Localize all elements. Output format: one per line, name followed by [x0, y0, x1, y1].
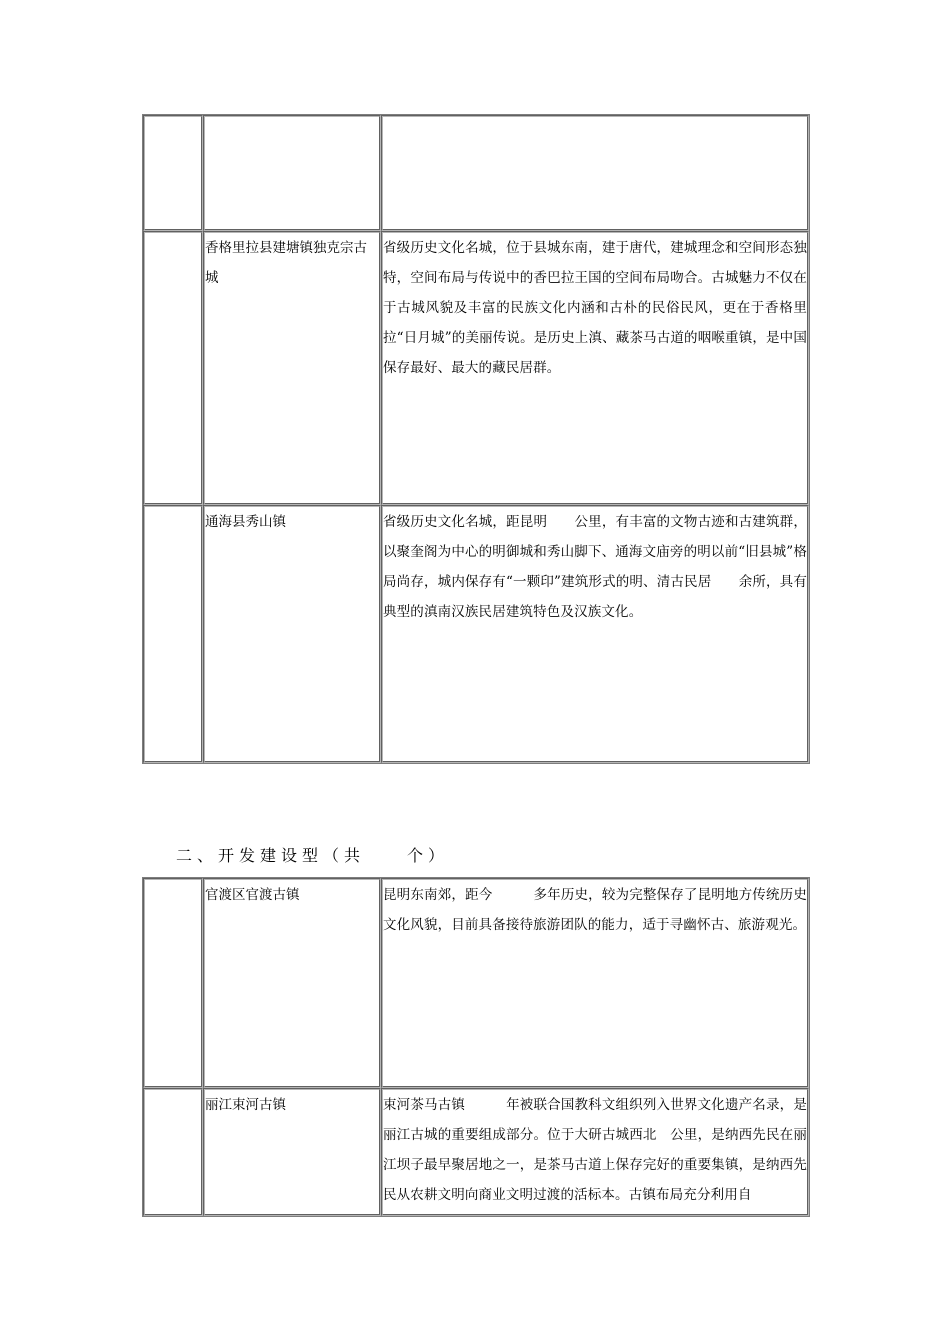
- description-cell: 省级历史文化名城，位于县城东南，建于唐代，建城理念和空间形态独特，空间布局与传说中的香巴拉王国的空间布局吻合。古城魅力不仅在于古城风貌及丰富的民族文化内涵和古朴的民俗民风，更在于香格里拉“日月城”的美丽传说。是历史上滇、藏茶马古道的咽喉重镇，是中国保存最好、最大的藏民居群。: [381, 231, 809, 505]
- section-heading: 二、开发建设型（共 个）: [176, 846, 450, 865]
- row-number-cell: [143, 1088, 203, 1216]
- table-row: [143, 878, 809, 1088]
- row-number-cell: [143, 231, 203, 505]
- name-cell: 香格里拉县建塘镇独克宗古城: [203, 231, 381, 505]
- name-cell: [203, 115, 381, 231]
- description-cell: 束河茶马古镇 年被联合国教科文组织列入世界文化遗产名录，是丽江古城的重要组成部分。位于大研古城西北 公里，是纳西先民在丽江坝子最早聚居地之一，是茶马古道上保存完好的重要集镇，是纳西先民从农耕文明向商业文明过渡的活标本。古镇布局充分利用自: [381, 1088, 809, 1216]
- row-number-cell: [143, 505, 203, 763]
- name-cell: 官渡区官渡古镇: [203, 878, 381, 1088]
- description-cell: 昆明东南郊，距今 多年历史，较为完整保存了昆明地方传统历史文化风貌，目前具备接待旅游团队的能力，适于寻幽怀古、旅游观光。: [381, 878, 809, 1088]
- table-row: [143, 231, 809, 505]
- row-number-cell: [143, 115, 203, 231]
- description-cell: [381, 115, 809, 231]
- description-cell: 省级历史文化名城，距昆明 公里，有丰富的文物古迹和古建筑群，以聚奎阁为中心的明御城和秀山脚下、通海文庙旁的明以前“旧县城”格局尚存，城内保存有“一颗印”建筑形式的明、清古民居 余所，具有典型的滇南汉族民居建筑特色及汉族文化。: [381, 505, 809, 763]
- table-1: [142, 114, 810, 764]
- name-cell: 通海县秀山镇: [203, 505, 381, 763]
- table-row: [143, 1088, 809, 1216]
- name-cell: 丽江束河古镇: [203, 1088, 381, 1216]
- table-row: [143, 505, 809, 763]
- table-row: [143, 115, 809, 231]
- table-2: [142, 877, 810, 1217]
- row-number-cell: [143, 878, 203, 1088]
